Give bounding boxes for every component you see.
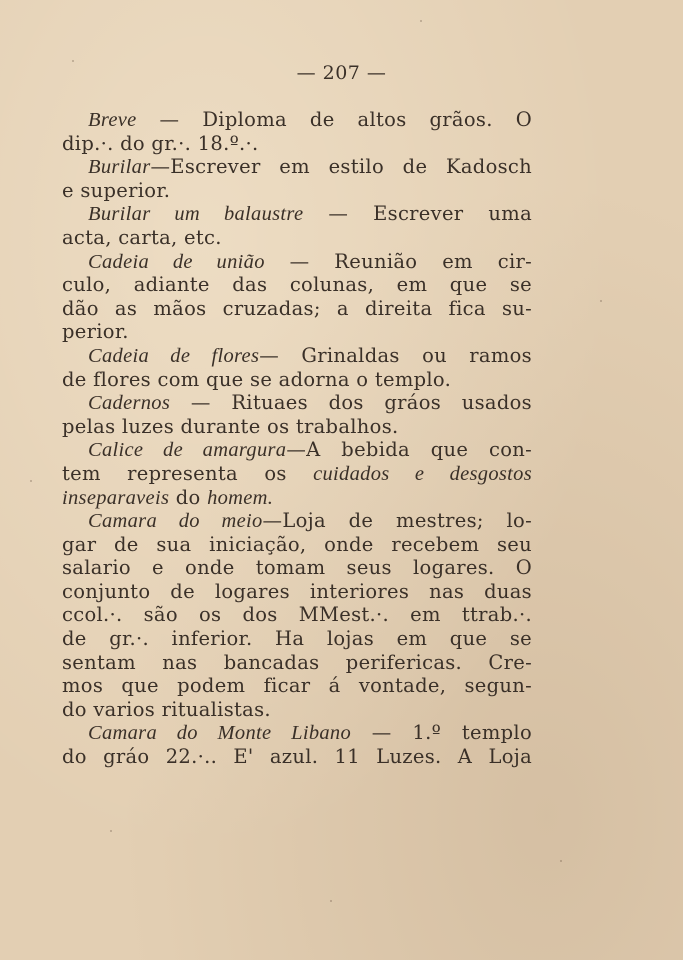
entry-definition: — Diploma de altos grãos. O	[136, 108, 532, 131]
paper-speck	[330, 900, 332, 902]
entry-line: acta, carta, etc.	[62, 225, 222, 249]
entry-line: gar de sua iniciação, onde recebem seu	[62, 532, 532, 556]
entry-line: conjunto de logares interiores nas duas	[62, 579, 532, 603]
entry-line: e superior.	[62, 178, 171, 202]
entry-definition: —Loja de mestres; lo-	[262, 509, 532, 533]
entry-term: Cadeia de união	[88, 250, 265, 273]
entry-line	[62, 721, 532, 745]
entry-term: Calice de amargura	[88, 439, 287, 462]
entry-line	[62, 509, 532, 533]
entry-line: mos que podem ficar á vontade, segun-	[62, 674, 532, 698]
page-number: — 207 —	[296, 62, 387, 84]
entry-line: culo, adiante das colunas, em que se	[62, 273, 532, 297]
entry-term: Cadernos	[88, 392, 171, 415]
entry-definition: — Reunião em cir-	[264, 249, 532, 273]
entry-line	[62, 155, 532, 179]
entry-emphasis: inseparaveis	[62, 486, 170, 509]
entry-line: salario e onde tomam seus logares. O	[62, 556, 532, 580]
entry-definition: — Rituaes dos gráos usados	[170, 391, 532, 415]
glossary-text	[62, 108, 532, 769]
entry-term: Cadeia de flores	[88, 344, 260, 367]
paper-speck	[72, 60, 74, 62]
entry-line: do gráo 22.·.. E' azul. 11 Luzes. A Loja	[62, 745, 532, 769]
entry-term: Camara do Monte Libano	[88, 722, 352, 745]
paper-speck	[600, 300, 602, 302]
entry-line: pelas luzes durante os trabalhos.	[62, 414, 399, 438]
paper-speck	[420, 20, 422, 22]
entry-line	[62, 202, 532, 226]
entry-line: sentam nas bancadas perifericas. Cre-	[62, 650, 532, 674]
entry-definition: —Escrever em estilo de Kadosch	[150, 155, 532, 179]
entry-line: do varios ritualistas.	[62, 697, 271, 721]
entry-line: dão as mãos cruzadas; a direita fica su-	[62, 296, 532, 320]
entry-line	[62, 391, 532, 415]
entry-definition: — Grinaldas ou ramos	[259, 343, 532, 367]
paper-speck	[560, 860, 562, 862]
entry-line: perior.	[62, 320, 129, 344]
entry-line: de flores com que se adorna o templo.	[62, 367, 452, 391]
entry-term: Burilar um balaustre	[88, 203, 304, 226]
entry-line	[62, 108, 532, 132]
entry-term: Burilar	[88, 156, 151, 179]
entry-definition: tem representa os	[62, 461, 314, 485]
entry-definition: do	[169, 485, 208, 509]
entry-term: Breve	[88, 109, 137, 131]
paper-speck	[30, 480, 32, 482]
entry-line	[62, 462, 532, 486]
entry-line: ccol.·. são os dos MMest.·. em ttrab.·.	[62, 603, 532, 627]
entry-emphasis: cuidados e desgostos	[313, 462, 532, 485]
entry-definition: — 1.º templo	[351, 721, 532, 745]
entry-definition: — Escrever uma	[303, 202, 532, 226]
entry-emphasis: homem.	[207, 486, 274, 509]
paper-speck	[110, 830, 112, 832]
entry-line	[62, 344, 532, 368]
entry-line: de gr.·. inferior. Ha lojas em que se	[62, 627, 532, 651]
entry-line: dip.·. do gr.·. 18.º.·.	[62, 131, 259, 155]
entry-line	[62, 250, 532, 274]
entry-line	[62, 438, 532, 462]
entry-definition: —A bebida que con-	[286, 438, 532, 462]
entry-line	[62, 486, 532, 510]
entry-term: Camara do meio	[88, 510, 263, 533]
